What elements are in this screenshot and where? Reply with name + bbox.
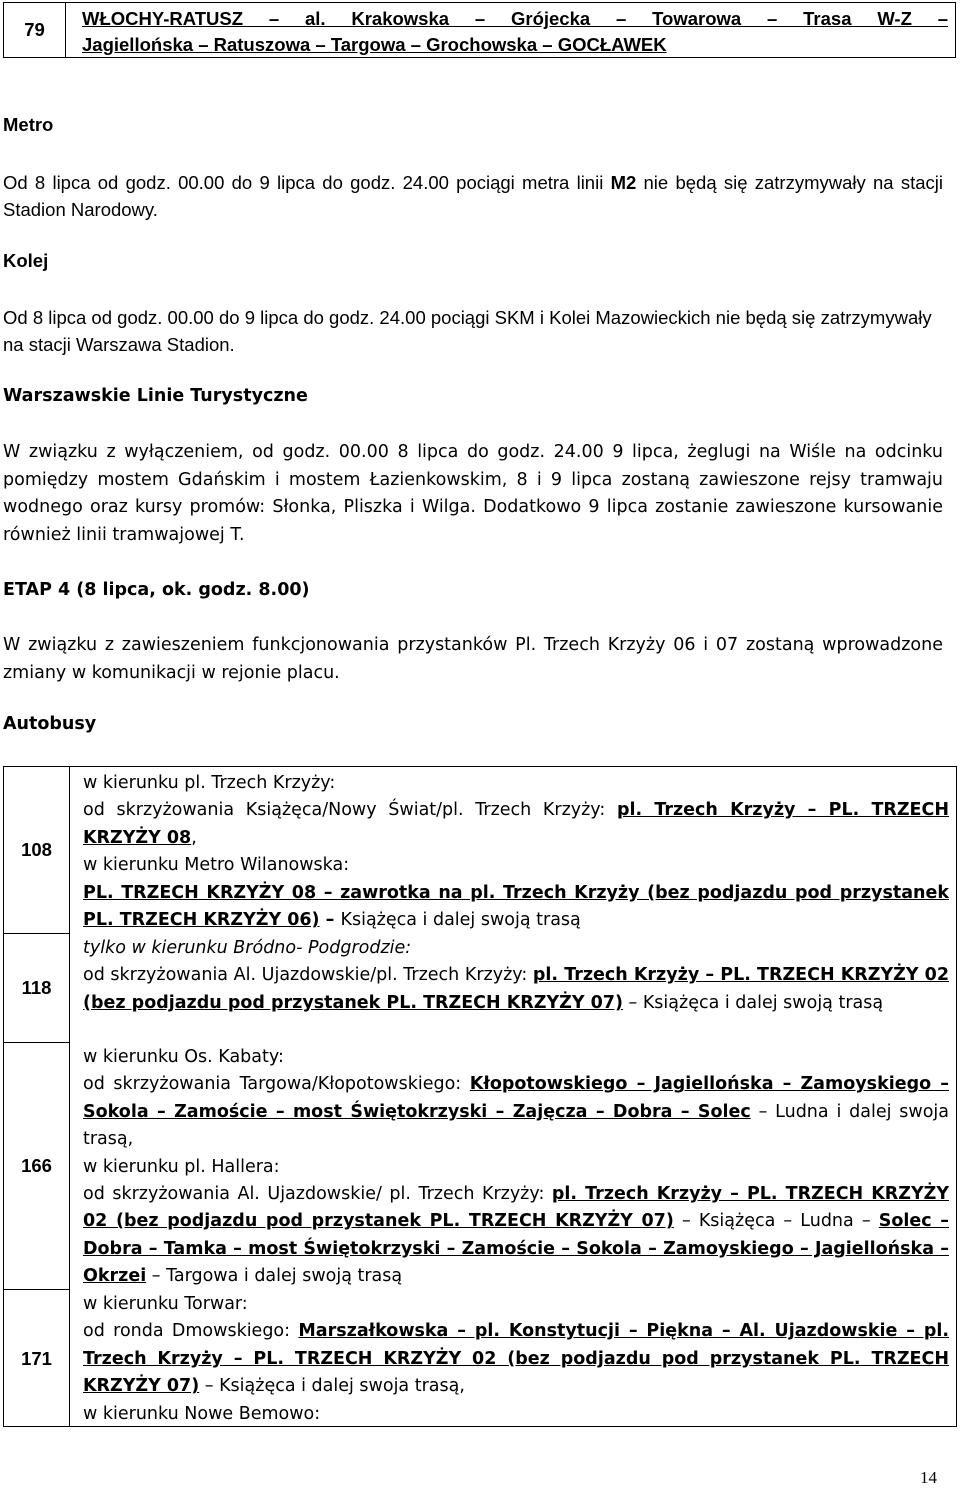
detour-route: PL. TRZECH KRZYŻY 08 – zawrotka na pl. Trzech Krzyży (bez podjazdu pod przystanek PL. TRZECH KRZYŻY 06) [83, 882, 949, 931]
detour-route-2: Solec – Dobra – Tamka – most Świętokrzyski – Zamoście – Sokola – Zamoyskiego – Jagiellońska – Okrzei [83, 1211, 950, 1287]
kolej-text: Od 8 lipca od godz. 00.00 do 9 lipca do godz. 24.00 pociągi SKM i Kolei Mazowieckich nie będą się zatrzymywały na stacji Warszawa Stadion. [3, 307, 932, 355]
direction-label: w kierunku Nowe Bemowo: [83, 1403, 321, 1424]
etap-heading: ETAP 4 (8 lipca, ok. godz. 8.00) [3, 580, 310, 600]
route-108-content [83, 770, 949, 934]
route-middle: – Książęca – Ludna – [673, 1211, 879, 1232]
direction-label: w kierunku Os. Kabaty: [83, 1047, 284, 1067]
bus-line-171: 171 [21, 1348, 52, 1369]
direction-label: tylko w kierunku Bródno- Podgrodzie: [83, 938, 412, 958]
route-end: – Ludna i dalej swoja trasą, [83, 1101, 949, 1150]
wlt-heading: Warszawskie Linie Turystyczne [3, 386, 308, 406]
route-detail [83, 962, 949, 1017]
route-end: Książęca i dalej swoją trasą [340, 910, 581, 931]
detour-route: Kłopotowskiego – Jagiellońska – Zamoyskiego – Sokola – Zamoście – most Świętokrzyski – Zajęcza – Dobra – Solec [83, 1074, 950, 1122]
page-number: 14 [920, 1468, 937, 1487]
bus-line-118: 118 [21, 977, 52, 998]
route-header-table [3, 2, 956, 58]
route-detail [83, 797, 949, 852]
kolej-heading: Kolej [3, 250, 49, 271]
bus-line-166: 166 [21, 1155, 52, 1176]
dash: – [319, 910, 341, 931]
detour-route: Marszałkowska – pl. Konstytucji – Piękna – Al. Ujazdowskie – pl. Trzech Krzyży – PL. TRZECH KRZYŻY 02 (bez podjazdu pod przystanek PL. TRZECH KRZYŻY 07) [83, 1321, 949, 1397]
route-detail [83, 880, 949, 935]
metro-heading: Metro [3, 114, 54, 135]
direction-label: w kierunku pl. Hallera: [83, 1156, 280, 1177]
route-detail [83, 1318, 949, 1400]
metro-text-part2: nie będą się zatrzymywały na stacji Stadion Narodowy. [3, 172, 943, 220]
route-end: , [191, 827, 197, 848]
route-118-content [83, 935, 949, 1017]
detour-route: pl. Trzech Krzyży – PL. TRZECH KRZYŻY 02 (bez podjazdu pod przystanek PL. TRZECH KRZYŻY 07) [83, 1184, 949, 1232]
route-line-1: WŁOCHY-RATUSZ – al. Krakowska – Grójecka – Towarowa – Trasa W-Z – [82, 8, 948, 29]
metro-text-part1: Od 8 lipca od godz. 00.00 do 9 lipca do godz. 24.00 pociągi metra linii [3, 172, 611, 193]
bus-line-column [4, 767, 70, 1426]
route-start: od skrzyżowania Książęca/Nowy Świat/pl. Trzech Krzyży: [83, 800, 617, 821]
route-166-content [83, 1044, 949, 1291]
route-detail [83, 1071, 949, 1153]
route-start: od ronda Dmowskiego: [83, 1321, 299, 1342]
detour-route: pl. Trzech Krzyży – PL. TRZECH KRZYŻY 08 [83, 800, 950, 848]
route-description [82, 6, 948, 58]
route-end: – Targowa i dalej swoją trasą [146, 1266, 403, 1287]
route-171-content [83, 1291, 949, 1428]
bus-changes-table [3, 766, 957, 1427]
direction-label: w kierunku Torwar: [83, 1294, 248, 1314]
route-detail [83, 1181, 949, 1291]
wlt-text: W związku z wyłączeniem, od godz. 00.00 8 lipca do godz. 24.00 9 lipca, żeglugi na Wiśle na odcinku pomiędzy mostem Gdańskim i mostem Łazienkowskim, 8 i 9 lipca zostaną zawieszone rejsy tramwaju wodnego oraz kursy promów: Słonka, Pliszka i Wilga. Dodatkowo 9 lipca zostanie zawieszone kursowanie również linii tramwajowej T. [3, 442, 943, 545]
direction-label: w kierunku pl. Trzech Krzyży: [83, 773, 336, 793]
metro-text [3, 169, 943, 223]
etap-text: W związku z zawieszeniem funkcjonowania przystanków Pl. Trzech Krzyży 06 i 07 zostaną wprowadzone zmiany w komunikacji w rejonie placu. [3, 635, 943, 683]
bus-line-108: 108 [21, 839, 52, 860]
route-start: od skrzyżowania Al. Ujazdowskie/ pl. Trzech Krzyży: [83, 1184, 552, 1205]
route-start: od skrzyżowania Al. Ujazdowskie/pl. Trzech Krzyży: [83, 965, 533, 986]
direction-label: w kierunku Metro Wilanowska: [83, 855, 350, 876]
detour-route: pl. Trzech Krzyży – PL. TRZECH KRZYŻY 02 (bez podjazdu pod przystanek PL. TRZECH KRZYŻY 07) [83, 965, 949, 1013]
route-end: – Książęca i dalej swoją trasą [622, 992, 884, 1013]
metro-line-label: M2 [610, 172, 637, 193]
autobusy-heading: Autobusy [3, 714, 97, 734]
route-end: – Książęca i dalej swoja trasą, [199, 1376, 465, 1397]
route-start: od skrzyżowania Targowa/Kłopotowskiego: [83, 1074, 470, 1095]
route-line-2: Jagiellońska – Ratuszowa – Targowa – Grochowska – GOCŁAWEK [82, 34, 667, 55]
line-number: 79 [4, 3, 66, 57]
